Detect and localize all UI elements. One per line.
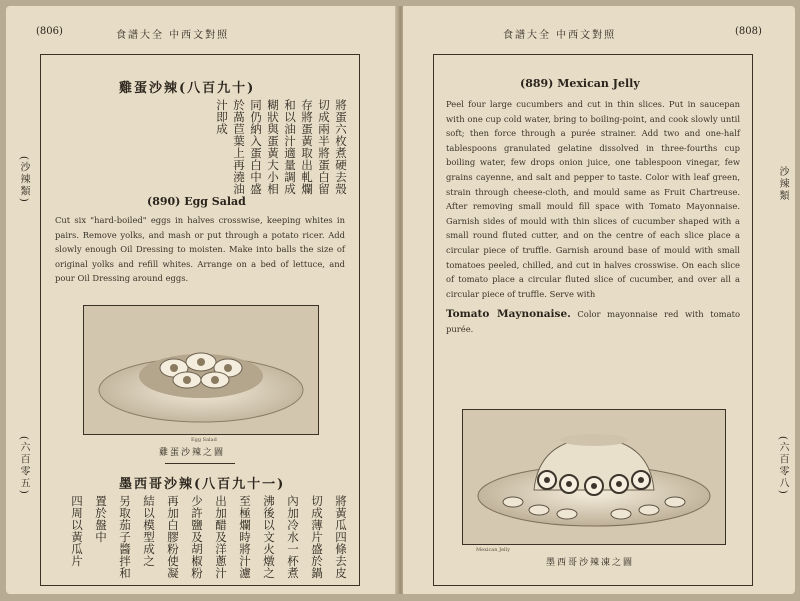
chinese-page-number: (六百零八) xyxy=(777,436,788,496)
chinese-column: 汁即成 xyxy=(215,99,229,135)
chinese-column: 至極爛時將汁濾 xyxy=(238,495,252,579)
chinese-column: 同仍納入蛋白中盛 xyxy=(249,99,263,195)
chinese-column: 少許鹽及胡椒粉 xyxy=(190,495,204,579)
egg-salad-photo xyxy=(83,305,319,435)
photo-caption-chinese: 雞蛋沙辣之圖 xyxy=(159,448,226,458)
divider xyxy=(165,463,235,464)
recipe-title-english: (890) Egg Salad xyxy=(147,195,246,208)
section-side-label: 沙辣類 xyxy=(777,166,788,202)
page-number: (808) xyxy=(735,26,762,37)
photo-caption-english: Mexican Jelly xyxy=(476,547,511,553)
chinese-text-block xyxy=(41,495,359,581)
right-page xyxy=(403,6,795,594)
sub-recipe-title: Tomato Maynonaise. xyxy=(446,308,571,321)
running-header: 食譜大全 中西文對照 xyxy=(503,30,617,41)
mexican-jelly-photo xyxy=(462,409,726,545)
page-number: (806) xyxy=(36,26,63,37)
recipe-body-english: Peel four large cucumbers and cut in thin slices. Put in saucepan with one cup cold water, bring to boiling-point, and cook slowly until soft; then force through a purée strainer. Add two and one-half tablespoons granulated gelatine dissolved in three-fourths cup boiling water, few drops onion juice, one tablespoon vinegar, few grains cayenne, and salt and pepper to taste. Color with leaf green, strain through cheese-cloth, and mould same as Fruit Chartreuse. After removing small mould fill space with Tomato Mayonnaise. Garnish sides of mould with thin slices of cucumber shaped with a small round fluted cutter, and on the centre of each slice place a circular piece of truffle. Garnish around base of mould with small tomatoes peeled, chilled, and cut in halves crosswise. On each slice of tomato place a circular fluted slice of cucumber, and over all a circular piece of truffle. Serve with Tomato Maynonaise. Color mayonnaise red with tomato purée. xyxy=(446,99,740,334)
chinese-column: 內加冷水一杯煮 xyxy=(286,495,300,579)
chinese-column: 再加白膠粉使凝 xyxy=(166,495,180,579)
recipe-title-english: (889) Mexican Jelly xyxy=(520,77,640,90)
sub-recipe-body: Color mayonnaise red with tomato purée. xyxy=(446,309,740,334)
running-header: 食譜大全 中西文對照 xyxy=(116,30,230,41)
chinese-column: 出加醋及洋蔥汁 xyxy=(214,495,228,579)
section-side-label: (沙辣類) xyxy=(18,156,29,204)
left-page xyxy=(6,6,398,594)
chinese-column: 置於盤中 xyxy=(94,495,108,543)
chinese-column: 糊狀與蛋黃大小相 xyxy=(266,99,280,195)
chinese-column: 切成薄片盛於鍋 xyxy=(310,495,324,579)
recipe-title-chinese: 雞蛋沙辣(八百九十) xyxy=(119,81,256,96)
chinese-column: 結以模型成之 xyxy=(142,495,156,567)
photo-caption-chinese: 墨西哥沙辣凍之圖 xyxy=(546,558,635,568)
chinese-column: 存將蛋黃取出軋爛 xyxy=(300,99,314,195)
recipe-title-chinese: 墨西哥沙辣(八百九十一) xyxy=(119,477,286,492)
chinese-column: 另取茄子醬拌和 xyxy=(118,495,132,579)
chinese-text-block xyxy=(41,99,359,195)
text-frame xyxy=(433,54,753,586)
chinese-column: 四周以黃瓜片 xyxy=(70,495,84,567)
chinese-page-number: (六百零五) xyxy=(18,436,29,496)
chinese-column: 和以油汁適量調成 xyxy=(283,99,297,195)
text-frame xyxy=(40,54,360,586)
chinese-column: 將蛋六枚煮硬去殼 xyxy=(334,99,348,195)
chinese-column: 切成兩半將蛋白留 xyxy=(317,99,331,195)
recipe-body-english: Cut six "hard-boiled" eggs in halves crosswise, keeping whites in pairs. Remove yolks, and mash or put through a potato ricer. Add slowly enough Oil Dressing to moisten. Make into balls the size of original yolks and refill whites. Arrange on a bed of lettuce, and pour Oil Dressing around eggs. xyxy=(55,215,345,284)
chinese-column: 將黃瓜四條去皮 xyxy=(334,495,348,579)
chinese-column: 於萵苣葉上再澆油 xyxy=(232,99,246,195)
photo-caption-english: Egg Salad xyxy=(191,437,217,443)
chinese-column: 沸後以文火燉之 xyxy=(262,495,276,579)
